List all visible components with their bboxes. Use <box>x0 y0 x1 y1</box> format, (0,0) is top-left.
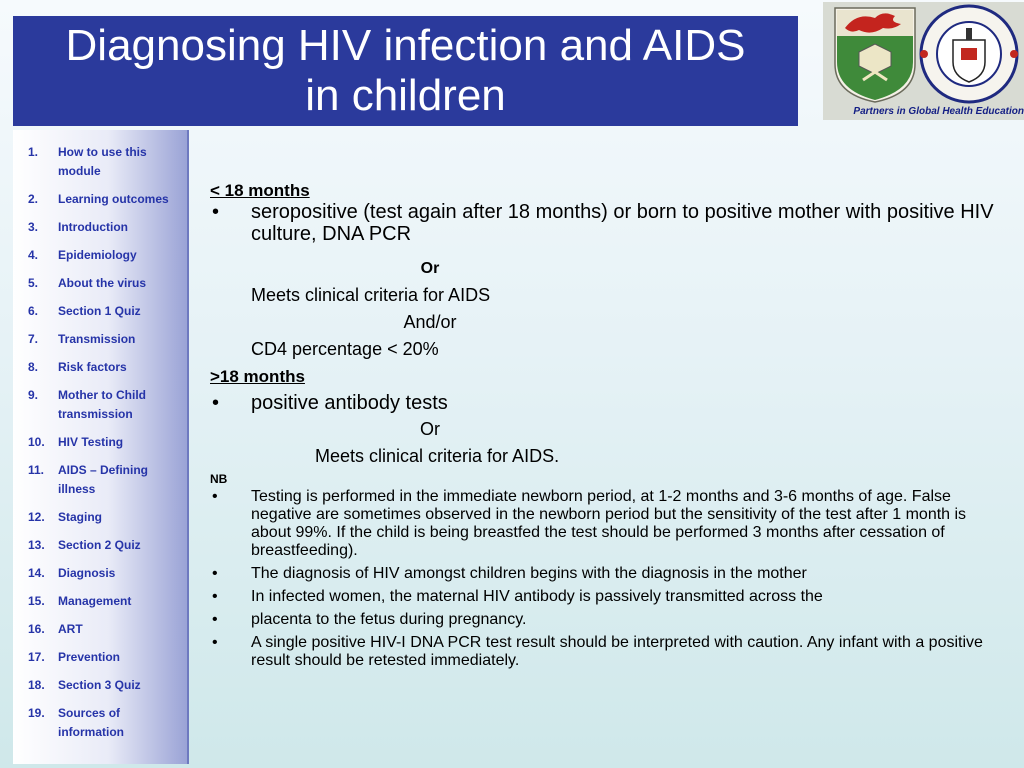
over-18-clinical-text: Meets clinical criteria for AIDS. <box>315 446 560 466</box>
sidebar-item[interactable] <box>13 386 187 424</box>
nb-bullet <box>210 611 1000 629</box>
sidebar-item-number: 19. <box>28 706 45 720</box>
bullet-marker: • <box>212 611 218 628</box>
sidebar-item-number: 18. <box>28 678 45 692</box>
sidebar-item-number: 3. <box>28 220 39 234</box>
sidebar-item-number: 12. <box>28 510 45 524</box>
sidebar-item-number: 13. <box>28 538 45 552</box>
cd4-criteria-text: CD4 percentage < 20% <box>251 339 439 359</box>
nb-label: NB <box>210 472 228 486</box>
sidebar-item[interactable] <box>13 536 187 555</box>
sidebar-item[interactable] <box>13 676 187 695</box>
sidebar-item-label: HIV Testing <box>58 435 124 449</box>
bullet-marker: • <box>212 488 218 505</box>
sidebar-item-number: 15. <box>28 594 45 608</box>
sidebar-item[interactable] <box>13 358 187 377</box>
over-18-heading: >18 months <box>210 367 305 386</box>
sidebar-item-label: Section 1 Quiz <box>58 304 141 318</box>
sidebar-item[interactable] <box>13 274 187 293</box>
logo-caption: Partners in Global Health Education <box>853 106 1024 117</box>
slide-title-banner <box>13 16 798 126</box>
sidebar-item-number: 14. <box>28 566 45 580</box>
sidebar-item-number: 6. <box>28 304 39 318</box>
nb-bullet-text: In infected women, the maternal HIV antibody is passively transmitted across the <box>251 588 823 605</box>
toc-list <box>13 130 187 742</box>
sidebar-item-number: 2. <box>28 192 39 206</box>
sidebar-item-label: AIDS – Defining illness <box>58 463 149 496</box>
sidebar-item-label: About the virus <box>58 276 147 290</box>
sidebar-item[interactable] <box>13 704 187 742</box>
sidebar-item[interactable] <box>13 302 187 321</box>
sidebar-item-label: Section 2 Quiz <box>58 538 141 552</box>
sidebar-item[interactable] <box>13 508 187 527</box>
and-or-connector: And/or <box>403 312 457 332</box>
sidebar-item-label: Transmission <box>58 332 136 346</box>
nb-bullet-text: Testing is performed in the immediate newborn period, at 1-2 months and 3-6 months of age. False negative are sometimes observed in the newborn period but the sensitivity of the test after 1 month is about 99%. If the child is being breastfed the test should be performed 3 months after cessation of breastfeeding). <box>251 488 967 559</box>
nb-bullet-text: A single positive HIV-I DNA PCR test result should be interpreted with caution. Any infant with a positive result should be retested immediately. <box>251 634 983 669</box>
sidebar-item-number: 1. <box>28 145 39 159</box>
sidebar-item[interactable] <box>13 143 187 181</box>
sidebar-item-label: Mother to Child transmission <box>58 388 146 421</box>
sidebar-item-number: 11. <box>28 463 45 477</box>
sidebar-item[interactable] <box>13 461 187 499</box>
sidebar-item[interactable] <box>13 246 187 265</box>
nb-bullet <box>210 488 1000 560</box>
nb-notes <box>210 488 1000 670</box>
nb-bullet <box>210 634 1000 670</box>
or-connector: Or <box>420 260 440 277</box>
sidebar-item-number: 16. <box>28 622 45 636</box>
slide-title: Diagnosing HIV infection and AIDS in children <box>65 21 746 120</box>
clinical-criteria-text: Meets clinical criteria for AIDS <box>251 285 491 305</box>
module-navigation <box>13 130 189 764</box>
university-crest-logo <box>823 2 1024 106</box>
sidebar-item[interactable] <box>13 218 187 237</box>
nb-bullet-text: The diagnosis of HIV amongst children begins with the diagnosis in the mother <box>251 565 807 582</box>
sidebar-item-number: 5. <box>28 276 39 290</box>
sidebar-item-label: Risk factors <box>58 360 127 374</box>
logo-panel <box>823 2 1024 120</box>
sidebar-item-label: Epidemiology <box>58 248 137 262</box>
sidebar-item-number: 8. <box>28 360 39 374</box>
sidebar-item[interactable] <box>13 330 187 349</box>
sidebar-item-label: Staging <box>58 510 102 524</box>
under-18-criteria: seropositive (test again after 18 months) or born to positive mother with positive HIV culture, DNA PCR <box>251 201 994 245</box>
sidebar-item[interactable] <box>13 433 187 452</box>
sidebar-item-label: Sources of information <box>58 706 124 739</box>
under-18-bullet <box>210 201 1000 245</box>
or-connector-2: Or <box>420 419 440 439</box>
sidebar-item-label: Section 3 Quiz <box>58 678 141 692</box>
bullet-marker: • <box>212 588 218 605</box>
bullet-marker: • <box>212 392 220 414</box>
sidebar-item[interactable] <box>13 648 187 667</box>
sidebar-item-label: Introduction <box>58 220 128 234</box>
sidebar-item-number: 9. <box>28 388 39 402</box>
sidebar-item-label: ART <box>58 622 83 636</box>
nb-bullet <box>210 565 1000 583</box>
sidebar-item-number: 4. <box>28 248 39 262</box>
sidebar-item[interactable] <box>13 620 187 639</box>
sidebar-item-number: 10. <box>28 435 45 449</box>
bullet-marker: • <box>212 634 218 651</box>
sidebar-item-label: Prevention <box>58 650 121 664</box>
slide-body <box>210 180 1000 670</box>
bullet-marker: • <box>212 565 218 582</box>
sidebar-item[interactable] <box>13 592 187 611</box>
sidebar-item-number: 17. <box>28 650 45 664</box>
sidebar-item-number: 7. <box>28 332 39 346</box>
nb-bullet-text: placenta to the fetus during pregnancy. <box>251 611 527 628</box>
over-18-bullet <box>210 392 1000 414</box>
under-18-heading: < 18 months <box>210 181 310 200</box>
sidebar-item-label: Learning outcomes <box>58 192 169 206</box>
sidebar-item-label: How to use this module <box>58 145 147 178</box>
nb-bullet <box>210 588 1000 606</box>
over-18-criteria: positive antibody tests <box>251 392 448 414</box>
sidebar-item-label: Management <box>58 594 132 608</box>
bullet-marker: • <box>212 201 220 223</box>
sidebar-item-label: Diagnosis <box>58 566 116 580</box>
sidebar-item[interactable] <box>13 564 187 583</box>
sidebar-item[interactable] <box>13 190 187 209</box>
